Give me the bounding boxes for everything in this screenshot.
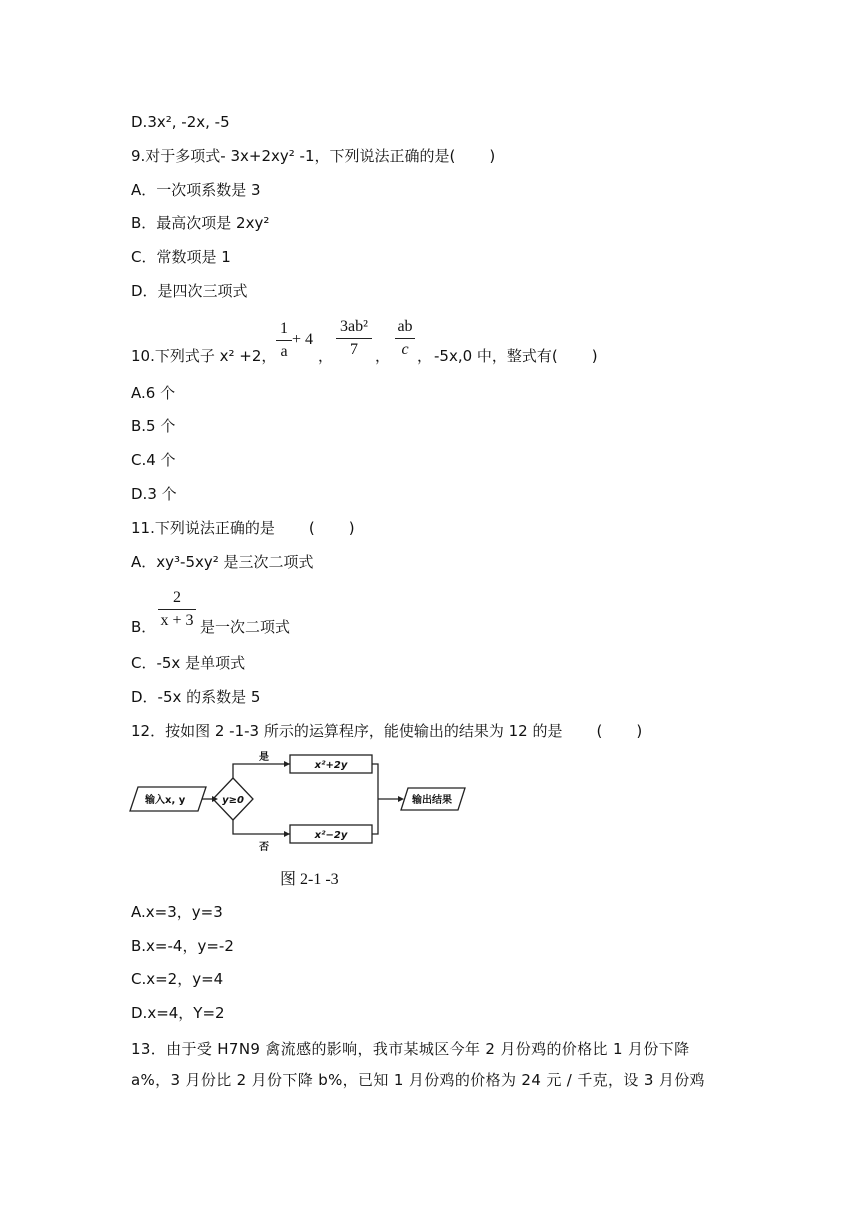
q9-option-a: A．一次项系数是 3 (131, 181, 261, 199)
flowchart-input-label: 输入x, y (145, 795, 186, 806)
q11-stem (131, 518, 355, 538)
q11-option-d: D．-5x 的系数是 5 (131, 688, 261, 706)
q12-flowchart (128, 746, 468, 856)
q10-option-b: B.5 个 (131, 417, 176, 435)
q12-figure-caption: 图 2-1 -3 (280, 871, 339, 888)
q10-stem-suffix-text: -5x,0 中，整式有( (434, 347, 558, 365)
q10-fraction-3 (395, 318, 415, 359)
q11-option-b-bar (158, 609, 196, 610)
q10-fraction-2 (336, 318, 372, 359)
q10-fraction-2-numerator: 3ab² (340, 318, 368, 335)
flowchart-yes-label: 是 (259, 752, 269, 763)
q12-option-b: B.x=-4，y=-2 (131, 937, 234, 955)
flowchart-yes-expr: x²+2y (314, 760, 348, 771)
q9-option-b: B．最高次项是 2xy² (131, 214, 270, 232)
q10-fraction-1-numerator: 1 (280, 320, 288, 337)
q12-stem-close: ) (636, 722, 643, 740)
q13-line-2: a%，3 月份比 2 月份下降 b%，已知 1 月份鸡的价格为 24 元 / 千克，设 3 月份鸡 (131, 1071, 705, 1089)
q10-option-a: A.6 个 (131, 384, 176, 402)
q11-stem-text: 11.下列说法正确的是 (131, 519, 275, 537)
q10-fraction-3-denominator: c (401, 341, 409, 358)
q13-line-1: 13．由于受 H7N9 禽流感的影响，我市某城区今年 2 月份鸡的价格比 1 月份下降 (131, 1040, 690, 1058)
q11-option-a: A．xy³-5xy² 是三次二项式 (131, 553, 314, 571)
q10-stem-prefix: 10.下列式子 x² +2， (131, 347, 277, 365)
flowchart-no-label: 否 (259, 842, 269, 853)
q12-stem (131, 721, 642, 741)
flowchart-no-path (233, 820, 290, 834)
q10-fraction-2-bar (336, 338, 372, 339)
q10-option-d: D.3 个 (131, 485, 177, 503)
flowchart-yes-path (233, 764, 290, 778)
flowchart-condition-label: y≥0 (222, 795, 244, 806)
q10-fraction-1-tail: + 4 (292, 331, 314, 348)
q11-option-b-denominator: x + 3 (160, 612, 194, 629)
q12-stem-text: 12．按如图 2 -1-3 所示的运算程序，能使输出的结果为 12 的是 (131, 722, 563, 740)
q11-stem-close: ) (348, 519, 355, 537)
q10-fraction-3-bar (395, 338, 415, 339)
q11-option-b-text: 是一次二项式 (200, 618, 291, 636)
q10-separator-2: ， (375, 347, 391, 365)
q10-separator-1: ， (318, 347, 334, 365)
q10-fraction-1-denominator: a (280, 343, 288, 360)
q10-stem-suffix (434, 346, 598, 366)
q10-fraction-3-numerator: ab (397, 318, 413, 335)
q9-option-d: D．是四次三项式 (131, 282, 248, 300)
q10-stem-close: ) (591, 347, 598, 365)
q11-option-b-label: B． (131, 618, 157, 636)
flowchart-merge-path (372, 764, 378, 834)
q9-stem-text: 9.对于多项式- 3x+2xy² -1，下列说法正确的是( (131, 147, 456, 165)
q10-option-c: C.4 个 (131, 451, 176, 469)
q10-separator-3: ， (417, 347, 433, 365)
q10-fraction-2-denominator: 7 (350, 341, 358, 358)
q11-option-b-fraction (158, 589, 196, 630)
q12-stem-paren: ( (596, 722, 603, 740)
q12-option-c: C.x=2，y=4 (131, 970, 224, 988)
q9-stem (131, 146, 495, 166)
q10-fraction-1-bar (276, 340, 292, 341)
q9-stem-close: ) (489, 147, 496, 165)
q9-option-c: C．常数项是 1 (131, 248, 231, 266)
flowchart-no-expr: x²−2y (314, 830, 348, 841)
q12-option-a: A.x=3，y=3 (131, 903, 223, 921)
q11-option-b-numerator: 2 (173, 589, 181, 606)
q8-option-d: D.3x², -2x, -5 (131, 113, 230, 131)
flowchart-output-label: 输出结果 (412, 795, 452, 806)
q10-fraction-1 (276, 320, 292, 361)
q11-stem-paren: ( (308, 519, 315, 537)
q11-option-c: C．-5x 是单项式 (131, 654, 246, 672)
q12-option-d: D.x=4，Y=2 (131, 1004, 225, 1022)
